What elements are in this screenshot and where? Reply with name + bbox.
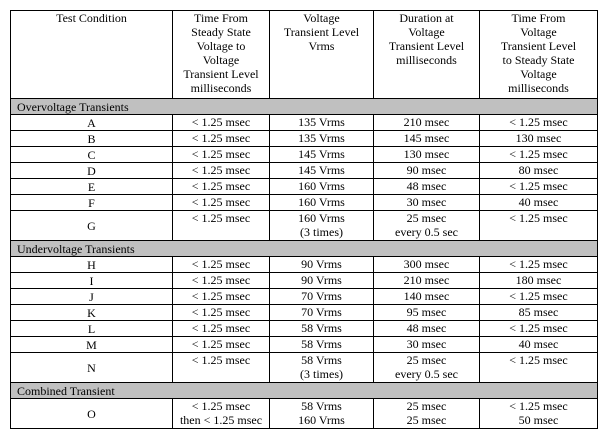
table-cell: < 1.25 msec xyxy=(173,337,270,353)
table-cell: < 1.25 msec xyxy=(480,147,598,163)
table-cell: 90 Vrms xyxy=(270,273,374,289)
table-cell: 58 Vrms (3 times) xyxy=(270,353,374,383)
table-cell: 40 msec xyxy=(480,337,598,353)
table-cell: 25 msec 25 msec xyxy=(374,399,480,429)
table-cell: 160 Vrms xyxy=(270,179,374,195)
table-cell: 30 msec xyxy=(374,195,480,211)
section-title: Combined Transient xyxy=(11,383,598,399)
table-row xyxy=(11,399,598,429)
table-row xyxy=(11,273,598,289)
table-cell: 25 msec every 0.5 sec xyxy=(374,211,480,241)
table-cell: 130 msec xyxy=(480,131,598,147)
column-header: Time From Steady State Voltage to Voltage Transient Level milliseconds xyxy=(173,11,270,99)
table-cell: 85 msec xyxy=(480,305,598,321)
table-row xyxy=(11,337,598,353)
table-cell: 135 Vrms xyxy=(270,115,374,131)
table-row xyxy=(11,321,598,337)
table-cell: < 1.25 msec xyxy=(480,211,598,241)
table-cell: 145 msec xyxy=(374,131,480,147)
table-cell: < 1.25 msec xyxy=(480,179,598,195)
table-row xyxy=(11,305,598,321)
table-row xyxy=(11,179,598,195)
table-cell: 145 Vrms xyxy=(270,163,374,179)
table-cell: < 1.25 msec xyxy=(173,211,270,241)
test-condition-cell: M xyxy=(11,337,173,353)
table-cell: 58 Vrms xyxy=(270,321,374,337)
table-cell: 25 msec every 0.5 sec xyxy=(374,353,480,383)
test-condition-cell: D xyxy=(11,163,173,179)
table-cell: 210 msec xyxy=(374,115,480,131)
table-cell: 30 msec xyxy=(374,337,480,353)
table-cell: 90 msec xyxy=(374,163,480,179)
table-row xyxy=(11,195,598,211)
table-cell: < 1.25 msec xyxy=(173,195,270,211)
transient-test-table xyxy=(10,10,598,429)
test-condition-cell: O xyxy=(11,399,173,429)
table-cell: 180 msec xyxy=(480,273,598,289)
table-cell: < 1.25 msec xyxy=(173,321,270,337)
test-condition-cell: H xyxy=(11,257,173,273)
table-cell: 70 Vrms xyxy=(270,289,374,305)
table-cell: < 1.25 msec xyxy=(173,131,270,147)
table-cell: < 1.25 msec xyxy=(480,257,598,273)
table-cell: < 1.25 msec xyxy=(480,289,598,305)
table-cell: 135 Vrms xyxy=(270,131,374,147)
table-cell: 90 Vrms xyxy=(270,257,374,273)
table-cell: < 1.25 msec xyxy=(480,321,598,337)
test-condition-cell: E xyxy=(11,179,173,195)
table-cell: < 1.25 msec xyxy=(173,115,270,131)
table-cell: 160 Vrms (3 times) xyxy=(270,211,374,241)
test-condition-cell: A xyxy=(11,115,173,131)
test-condition-cell: L xyxy=(11,321,173,337)
test-condition-cell: B xyxy=(11,131,173,147)
table-cell: < 1.25 msec then < 1.25 msec xyxy=(173,399,270,429)
table-row xyxy=(11,353,598,383)
test-condition-cell: J xyxy=(11,289,173,305)
table-cell: 48 msec xyxy=(374,321,480,337)
section-header-row xyxy=(11,99,598,115)
table-cell: 300 msec xyxy=(374,257,480,273)
table-cell: 160 Vrms xyxy=(270,195,374,211)
table-row xyxy=(11,131,598,147)
header-row xyxy=(11,11,598,99)
table-cell: < 1.25 msec xyxy=(173,179,270,195)
test-condition-cell: K xyxy=(11,305,173,321)
section-header-row xyxy=(11,241,598,257)
table-cell: < 1.25 msec xyxy=(173,305,270,321)
table-cell: 58 Vrms xyxy=(270,337,374,353)
section-header-row xyxy=(11,383,598,399)
test-condition-cell: F xyxy=(11,195,173,211)
table-cell: 80 msec xyxy=(480,163,598,179)
table-cell: 130 msec xyxy=(374,147,480,163)
table-row xyxy=(11,147,598,163)
test-condition-cell: C xyxy=(11,147,173,163)
table-cell: 140 msec xyxy=(374,289,480,305)
column-header: Test Condition xyxy=(11,11,173,99)
table-row xyxy=(11,163,598,179)
table-cell: 210 msec xyxy=(374,273,480,289)
table-cell: < 1.25 msec xyxy=(173,289,270,305)
table-cell: < 1.25 msec xyxy=(173,163,270,179)
table-row xyxy=(11,115,598,131)
table-cell: 145 Vrms xyxy=(270,147,374,163)
table-row xyxy=(11,211,598,241)
column-header: Voltage Transient Level Vrms xyxy=(270,11,374,99)
test-condition-cell: I xyxy=(11,273,173,289)
section-title: Overvoltage Transients xyxy=(11,99,598,115)
table-cell: 70 Vrms xyxy=(270,305,374,321)
table-cell: 40 msec xyxy=(480,195,598,211)
table-cell: 58 Vrms 160 Vrms xyxy=(270,399,374,429)
table-cell: < 1.25 msec xyxy=(480,353,598,383)
table-row xyxy=(11,257,598,273)
table-cell: < 1.25 msec xyxy=(480,115,598,131)
table-cell: < 1.25 msec xyxy=(173,257,270,273)
test-condition-cell: N xyxy=(11,353,173,383)
column-header: Duration at Voltage Transient Level milliseconds xyxy=(374,11,480,99)
table-row xyxy=(11,289,598,305)
table-cell: < 1.25 msec xyxy=(173,273,270,289)
column-header: Time From Voltage Transient Level to Steady State Voltage milliseconds xyxy=(480,11,598,99)
table-cell: < 1.25 msec xyxy=(173,147,270,163)
test-condition-cell: G xyxy=(11,211,173,241)
table-cell: 95 msec xyxy=(374,305,480,321)
table-cell: < 1.25 msec xyxy=(173,353,270,383)
section-title: Undervoltage Transients xyxy=(11,241,598,257)
table-cell: < 1.25 msec 50 msec xyxy=(480,399,598,429)
table-cell: 48 msec xyxy=(374,179,480,195)
